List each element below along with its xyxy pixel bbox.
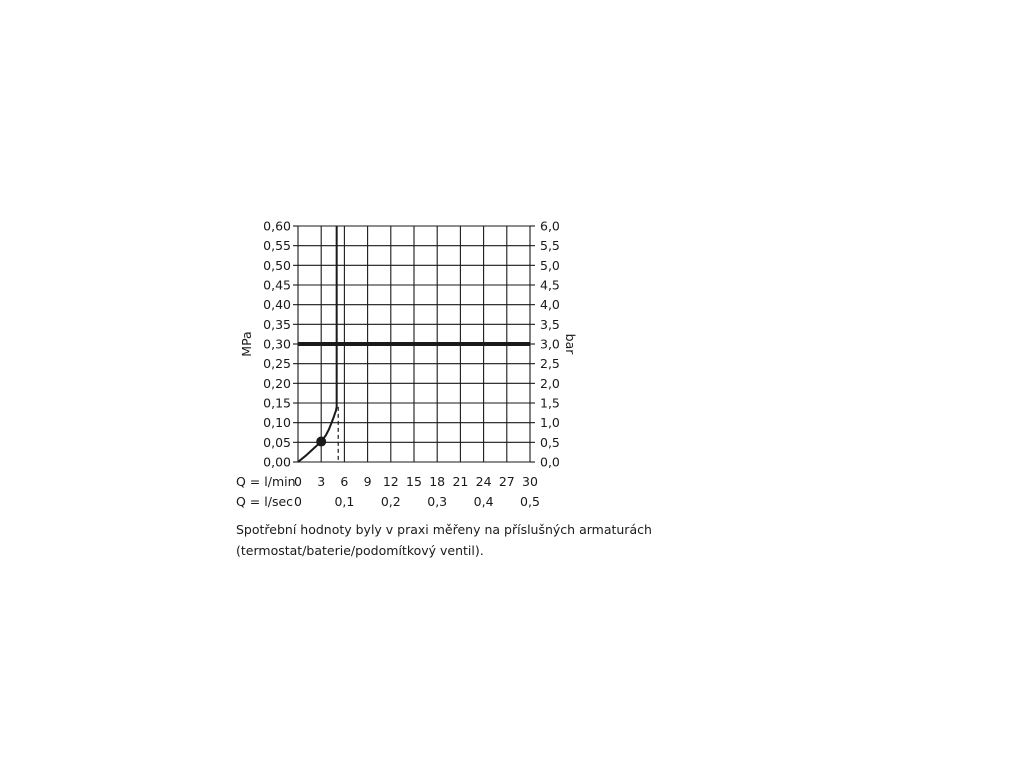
y-right-tick-label: 3,0 — [540, 336, 560, 352]
caption: Spotřební hodnoty byly v praxi měřeny na příslušných armaturách (termostat/baterie/podomítkový ventil). — [236, 522, 652, 558]
x-lsec-tick-label: 0,5 — [520, 494, 540, 509]
y-axis-left — [263, 219, 298, 470]
x-axis-lsec-label: Q = l/sec — [236, 494, 294, 509]
y-right-tick-label: 1,5 — [540, 395, 560, 411]
y-right-tick-label: 5,0 — [540, 257, 560, 273]
y-left-tick-label: 0,25 — [263, 356, 291, 372]
x-lmin-tick-label: 18 — [429, 474, 446, 489]
x-lmin-tick-label: 6 — [340, 474, 349, 489]
y-left-tick-label: 0,05 — [263, 434, 291, 450]
y-right-tick-label: 0,0 — [540, 454, 560, 470]
x-lmin-tick-label: 21 — [452, 474, 469, 489]
y-right-tick-label: 4,5 — [540, 277, 560, 293]
x-lsec-tick-label: 0,3 — [427, 494, 448, 509]
x-axis-lmin — [294, 474, 538, 489]
x-lmin-tick-label: 0 — [294, 474, 302, 489]
y-left-tick-label: 0,00 — [263, 454, 291, 470]
y-right-tick-label: 5,5 — [540, 238, 560, 254]
y-right-tick-label: 2,0 — [540, 375, 560, 391]
y-axis-right — [530, 219, 560, 470]
y-right-tick-label: 0,5 — [540, 434, 560, 450]
y-left-tick-label: 0,45 — [263, 277, 291, 293]
y-left-tick-label: 0,30 — [263, 336, 291, 352]
y-right-tick-label: 2,5 — [540, 356, 560, 372]
x-axis-lmin-label: Q = l/min — [236, 474, 296, 489]
x-lmin-tick-label: 12 — [382, 474, 399, 489]
y-axis-right-label: bar — [563, 333, 578, 355]
x-lsec-tick-label: 0 — [294, 494, 302, 509]
y-left-tick-label: 0,20 — [263, 375, 291, 391]
x-lsec-tick-label: 0,2 — [380, 494, 401, 509]
y-right-tick-label: 6,0 — [540, 218, 560, 234]
y-left-tick-label: 0,40 — [263, 297, 291, 313]
x-axis-lsec — [294, 494, 540, 509]
x-lmin-tick-label: 3 — [317, 474, 326, 489]
y-left-tick-label: 0,60 — [263, 218, 291, 234]
x-lmin-tick-label: 30 — [522, 474, 538, 489]
x-lmin-tick-label: 9 — [363, 474, 372, 489]
x-lsec-tick-label: 0,4 — [473, 494, 494, 509]
y-right-tick-label: 3,5 — [540, 316, 560, 332]
marker-point — [316, 437, 326, 447]
y-right-tick-label: 4,0 — [540, 297, 560, 313]
y-left-tick-label: 0,10 — [263, 415, 291, 431]
y-right-tick-label: 1,0 — [540, 415, 560, 431]
y-left-tick-label: 0,15 — [263, 395, 291, 411]
y-axis-left-label: MPa — [239, 331, 254, 357]
y-left-tick-label: 0,50 — [263, 257, 291, 273]
y-left-tick-label: 0,55 — [263, 238, 291, 254]
x-lsec-tick-label: 0,1 — [334, 494, 355, 509]
y-left-tick-label: 0,35 — [263, 316, 291, 332]
x-lmin-tick-label: 24 — [475, 474, 492, 489]
x-lmin-tick-label: 27 — [498, 474, 515, 489]
x-lmin-tick-label: 15 — [406, 474, 422, 489]
